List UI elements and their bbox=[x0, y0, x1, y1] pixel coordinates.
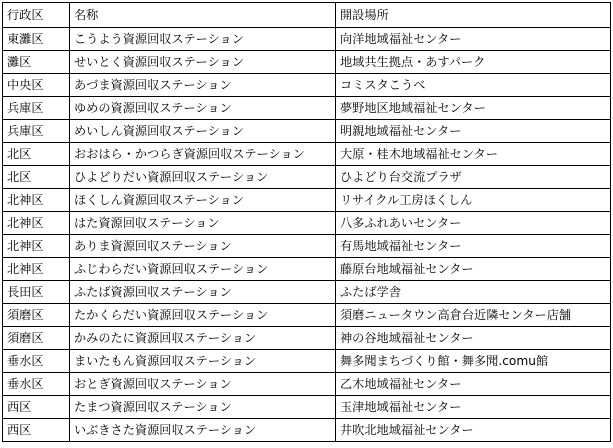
table-row bbox=[3, 74, 611, 97]
cell-location: 神の谷地域福祉センター bbox=[336, 327, 611, 350]
cell-station-name: かみのたに資源回収ステーション bbox=[70, 327, 336, 350]
cell-station-name: ありま資源回収ステーション bbox=[70, 235, 336, 258]
cell-ward: 灘区 bbox=[3, 51, 70, 74]
cell-station-name: ふたば資源回収ステーション bbox=[70, 281, 336, 304]
cell-location: リサイクル工房ほくしん bbox=[336, 189, 611, 212]
cell-station-name: あづま資源回収ステーション bbox=[70, 74, 336, 97]
cell-location: 大原・桂木地域福祉センター bbox=[336, 143, 611, 166]
cell-location: 明親地域福祉センター bbox=[336, 120, 611, 143]
cell-ward: 須磨区 bbox=[3, 327, 70, 350]
cell-location: 八多ふれあいセンター bbox=[336, 212, 611, 235]
cell-location: 舞多聞まちづくり館・舞多聞.comu館 bbox=[336, 350, 611, 373]
cell-station-name: はた資源回収ステーション bbox=[70, 212, 336, 235]
cell-station-name: おおはら・かつらぎ資源回収ステーション bbox=[70, 143, 336, 166]
table-row bbox=[3, 235, 611, 258]
cell-ward: 垂水区 bbox=[3, 373, 70, 396]
cell-location: 乙木地域福祉センター bbox=[336, 373, 611, 396]
table-row bbox=[3, 281, 611, 304]
table-row bbox=[3, 327, 611, 350]
station-table bbox=[2, 2, 611, 442]
cell-location: コミスタこうべ bbox=[336, 74, 611, 97]
cell-location: ひよどり台交流プラザ bbox=[336, 166, 611, 189]
table-header bbox=[3, 3, 611, 28]
table-row bbox=[3, 143, 611, 166]
table-row bbox=[3, 304, 611, 327]
cell-ward: 北神区 bbox=[3, 212, 70, 235]
cell-station-name: まいたもん資源回収ステーション bbox=[70, 350, 336, 373]
header-row bbox=[3, 3, 611, 28]
cell-ward: 須磨区 bbox=[3, 304, 70, 327]
cell-station-name: せいとく資源回収ステーション bbox=[70, 51, 336, 74]
cell-ward: 北神区 bbox=[3, 258, 70, 281]
cell-ward: 北区 bbox=[3, 143, 70, 166]
cell-station-name: ひよどりだい資源回収ステーション bbox=[70, 166, 336, 189]
table-row bbox=[3, 97, 611, 120]
cell-location: 藤原台地域福祉センター bbox=[336, 258, 611, 281]
cell-ward: 長田区 bbox=[3, 281, 70, 304]
cell-location: ふたば学舎 bbox=[336, 281, 611, 304]
cell-station-name: いぶきさた資源回収ステーション bbox=[70, 419, 336, 442]
cell-location: 須磨ニュータウン高倉台近隣センター店舗 bbox=[336, 304, 611, 327]
cell-location: 向洋地域福祉センター bbox=[336, 28, 611, 51]
cell-station-name: ゆめの資源回収ステーション bbox=[70, 97, 336, 120]
cell-station-name: めいしん資源回収ステーション bbox=[70, 120, 336, 143]
table-row bbox=[3, 120, 611, 143]
cell-station-name: ほくしん資源回収ステーション bbox=[70, 189, 336, 212]
cell-location: 井吹北地域福祉センター bbox=[336, 419, 611, 442]
cell-station-name: たまつ資源回収ステーション bbox=[70, 396, 336, 419]
cell-ward: 北区 bbox=[3, 166, 70, 189]
cell-location: 夢野地区地域福祉センター bbox=[336, 97, 611, 120]
header-name: 名称 bbox=[70, 3, 336, 28]
header-location: 開設場所 bbox=[336, 3, 611, 28]
header-ward: 行政区 bbox=[3, 3, 70, 28]
cell-location: 地域共生拠点・あすパーク bbox=[336, 51, 611, 74]
table-row bbox=[3, 189, 611, 212]
cell-ward: 西区 bbox=[3, 396, 70, 419]
cell-location: 玉津地域福祉センター bbox=[336, 396, 611, 419]
cell-ward: 北神区 bbox=[3, 235, 70, 258]
table-row bbox=[3, 212, 611, 235]
cell-ward: 中央区 bbox=[3, 74, 70, 97]
cell-station-name: こうよう資源回収ステーション bbox=[70, 28, 336, 51]
cell-ward: 東灘区 bbox=[3, 28, 70, 51]
cell-ward: 垂水区 bbox=[3, 350, 70, 373]
table-row bbox=[3, 51, 611, 74]
table-row bbox=[3, 419, 611, 442]
table-row bbox=[3, 166, 611, 189]
table-body bbox=[3, 28, 611, 442]
cell-ward: 兵庫区 bbox=[3, 120, 70, 143]
table-row bbox=[3, 28, 611, 51]
cell-ward: 北神区 bbox=[3, 189, 70, 212]
cell-location: 有馬地域福祉センター bbox=[336, 235, 611, 258]
station-table-container bbox=[2, 2, 611, 442]
cell-ward: 兵庫区 bbox=[3, 97, 70, 120]
cell-station-name: ふじわらだい資源回収ステーション bbox=[70, 258, 336, 281]
cell-station-name: たかくらだい資源回収ステーション bbox=[70, 304, 336, 327]
cell-station-name: おとぎ資源回収ステーション bbox=[70, 373, 336, 396]
table-row bbox=[3, 258, 611, 281]
table-row bbox=[3, 373, 611, 396]
cell-ward: 西区 bbox=[3, 419, 70, 442]
table-row bbox=[3, 350, 611, 373]
table-row bbox=[3, 396, 611, 419]
